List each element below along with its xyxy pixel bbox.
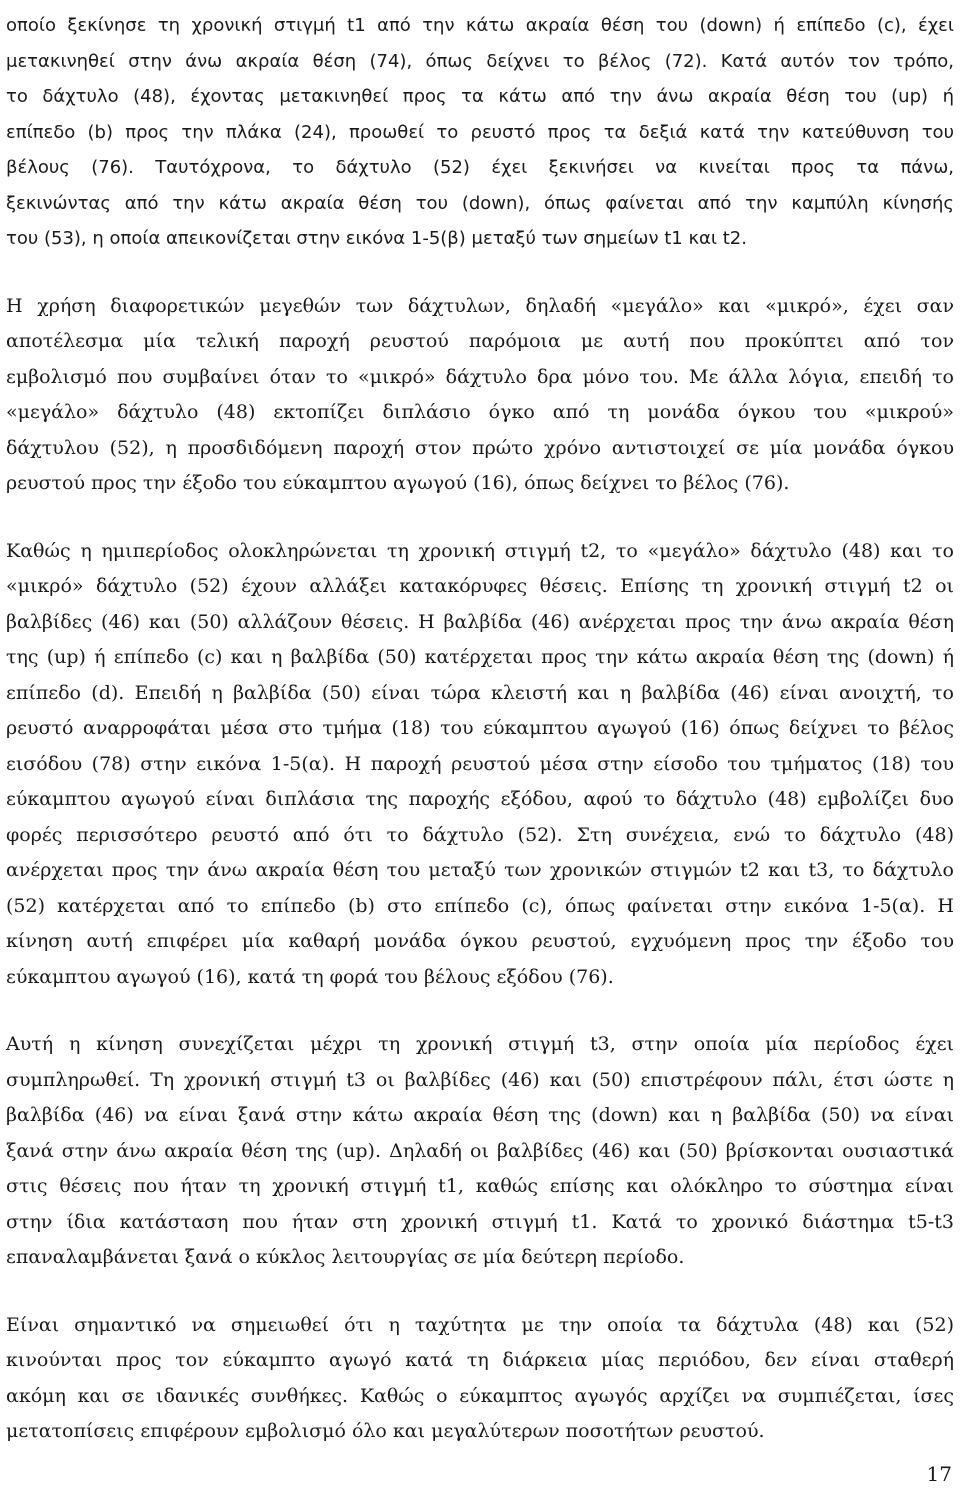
text-line: φορές περισσότερο ρευστό από ότι το δάχτυλο (52). Στη συνέχεια, ενώ το δάχτυλο (48) — [6, 823, 954, 846]
paragraph — [6, 289, 954, 502]
text-line: επίπεδο (b) προς την πλάκα (24), προωθεί το ρευστό προς τα δεξιά κατά την κατεύθυνση του — [6, 121, 954, 143]
text-line: ξεκινώντας από την κάτω ακραία θέση του (down), όπως φαίνεται από την καμπύλη κίνησής — [6, 192, 954, 214]
text-line: μετακινηθεί στην άνω ακραία θέση (74), όπως δείχνει το βέλος (72). Κατά αυτόν τον τρόπο, — [6, 50, 954, 72]
text-line: στις θέσεις που ήταν τη χρονική στιγμή t1, καθώς επίσης και ολόκληρο το σύστημα είναι — [6, 1175, 954, 1197]
text-line: Καθώς η ημιπερίοδος ολοκληρώνεται τη χρονική στιγμή t2, το «μεγάλο» δάχτυλο (48) και το — [6, 539, 954, 562]
text-line: «μεγάλο» δάχτυλο (48) εκτοπίζει διπλάσιο όγκο από τη μονάδα όγκου του «μικρού» — [6, 401, 954, 423]
body-text — [6, 8, 954, 1450]
text-line: αποτέλεσμα μία τελική παροχή ρευστού παρόμοια με αυτή που προκύπτει από τον — [6, 330, 954, 352]
text-line: εισόδου (78) στην εικόνα 1-5(α). Η παροχή ρευστού μέσα στην είσοδο του τμήματος (18) του — [6, 752, 954, 775]
text-line: επίπεδο (d). Επειδή η βαλβίδα (50) είναι τώρα κλειστή και η βαλβίδα (46) είναι ανοιχτή, το — [6, 681, 954, 704]
text-line: ανέρχεται προς την άνω ακραία θέση του μεταξύ των χρονικών στιγμών t2 και t3, το δάχτυλο — [6, 859, 954, 881]
paragraph — [6, 1027, 954, 1276]
text-line: κινούνται προς τον εύκαμπτο αγωγό κατά τη διάρκεια μίας περιόδου, δεν είναι σταθερή — [6, 1349, 954, 1371]
text-line: ρευστό αναρροφάται μέσα στο τμήμα (18) του εύκαμπτου αγωγού (16) όπως δείχνει το βέλος — [6, 717, 954, 739]
paragraph — [6, 8, 954, 257]
text-line: Αυτή η κίνηση συνεχίζεται μέχρι τη χρονική στιγμή t3, στην οποία μία περίοδος έχει — [6, 1033, 954, 1055]
text-line: της (up) ή επίπεδο (c) και η βαλβίδα (50) κατέρχεται προς την κάτω ακραία θέση της (down) ή — [6, 646, 954, 668]
text-line: στην ίδια κατάσταση που ήταν στη χρονική στιγμή t1. Κατά το χρονικό διάστημα t5-t3 — [6, 1210, 954, 1233]
text-line: εύκαμπτου αγωγού (16), κατά τη φορά του βέλους εξόδου (76). — [6, 965, 614, 988]
text-line: οποίο ξεκίνησε τη χρονική στιγμή t1 από την κάτω ακραία θέση του (down) ή επίπεδο (c), έχει — [6, 15, 954, 36]
text-line: (52) κατέρχεται από το επίπεδο (b) στο επίπεδο (c), όπως φαίνεται στην εικόνα 1-5(α). Η — [6, 894, 954, 917]
page-number: 17 — [926, 1462, 952, 1486]
text-line: μετατοπίσεις επιφέρουν εμβολισμό όλο και μεγαλύτερων ποσοτήτων ρευστού. — [6, 1420, 765, 1442]
text-line: Η χρήση διαφορετικών μεγεθών των δάχτυλων, δηλαδή «μεγάλο» και «μικρό», έχει σαν — [6, 294, 954, 317]
paragraph — [6, 1308, 954, 1450]
text-line: το δάχτυλο (48), έχοντας μετακινηθεί προς τα κάτω από την άνω ακραία θέση του (up) ή — [6, 86, 954, 107]
text-line: κίνηση αυτή επιφέρει μία καθαρή μονάδα όγκου ρευστού, εγχυόμενη προς την έξοδο του — [6, 930, 954, 952]
text-line: ρευστού προς την έξοδο του εύκαμπτου αγωγού (16), όπως δείχνει το βέλος (76). — [6, 472, 790, 494]
text-line: βαλβίδα (46) να είναι ξανά στην κάτω ακραία θέση της (down) και η βαλβίδα (50) να είναι — [6, 1104, 954, 1126]
text-line: εύκαμπτου αγωγού είναι διπλάσια της παροχής εξόδου, αφού το δάχτυλο (48) εμβολίζει δυο — [6, 788, 954, 810]
text-line: βέλους (76). Ταυτόχρονα, το δάχτυλο (52) έχει ξεκινήσει να κινείται προς τα πάνω, — [6, 157, 954, 178]
text-line: ακόμη και σε ιδανικές συνθήκες. Καθώς ο εύκαμπτος αγωγός αρχίζει να συμπιέζεται, ίσες — [6, 1384, 954, 1407]
text-line: δάχτυλου (52), η προσδιδόμενη παροχή στον πρώτο χρόνο αντιστοιχεί σε μία μονάδα όγκου — [6, 436, 954, 459]
text-line: Είναι σημαντικό να σημειωθεί ότι η ταχύτητα με την οποία τα δάχτυλα (48) και (52) — [6, 1313, 954, 1336]
text-line: συμπληρωθεί. Τη χρονική στιγμή t3 οι βαλβίδες (46) και (50) επιστρέφουν πάλι, έτσι ώστε η — [6, 1068, 954, 1091]
text-line: εμβολισμό που συμβαίνει όταν το «μικρό» δάχτυλο δρα μόνο του. Με άλλα λόγια, επειδή το — [6, 365, 954, 388]
text-line: βαλβίδες (46) και (50) αλλάζουν θέσεις. Η βαλβίδα (46) ανέρχεται προς την άνω ακραία θέση — [6, 610, 954, 633]
text-line: «μικρό» δάχτυλο (52) έχουν αλλάξει κατακόρυφες θέσεις. Επίσης τη χρονική στιγμή t2 οι — [6, 575, 954, 597]
text-line: του (53), η οποία απεικονίζεται στην εικόνα 1-5(β) μεταξύ των σημείων t1 και t2. — [6, 228, 747, 249]
text-line: επαναλαμβάνεται ξανά ο κύκλος λειτουργίας σε μία δεύτερη περίοδο. — [6, 1246, 685, 1268]
text-line: ξανά στην άνω ακραία θέση της (up). Δηλαδή οι βαλβίδες (46) και (50) βρίσκονται ουσιαστικά — [6, 1139, 954, 1162]
paragraph — [6, 534, 954, 996]
